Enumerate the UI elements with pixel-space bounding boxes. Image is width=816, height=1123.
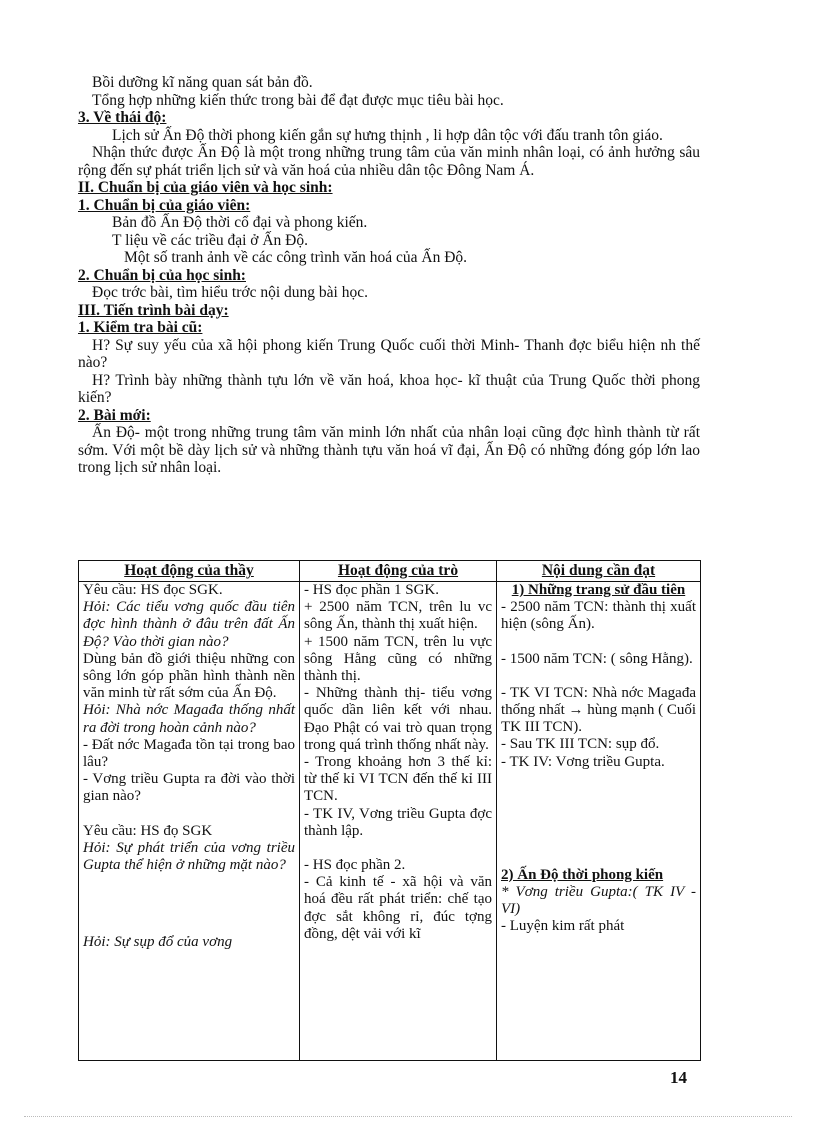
student-response: - Trong khoảng hơn 3 thế kỉ: từ thế kỉ VI TCN đến thế kỉ III TCN. [304, 754, 492, 805]
teacher-question: - Vơng triều Gupta ra đời vào thời gian nào? [83, 771, 295, 805]
content-point: - 1500 năm TCN: ( sông Hằng). [501, 650, 693, 667]
teacher-activity-header: Hoạt động của thầy [79, 561, 300, 582]
intro-line-2: Tổng hợp những kiến thức trong bài để đạt được mục tiêu bài học. [92, 91, 504, 109]
content-point: - 2500 năm TCN: thành thị xuất hiện (sông Ấn). [501, 599, 696, 633]
lesson-activity-table [78, 560, 701, 1061]
teacher-prep-heading: 1. Chuẩn bị của giáo viên: [78, 196, 251, 214]
teacher-prep-item: T liệu về các triều đại ở Ấn Độ. [112, 231, 308, 249]
content-point: - TK IV: Vơng triều Gupta. [501, 753, 665, 770]
student-response: - HS đọc phần 2. [304, 857, 406, 874]
content-cell [497, 582, 701, 1061]
attitude-heading: 3. Về thái độ: [78, 109, 167, 126]
teacher-question: - Đất nớc Magađa tồn tại trong bao lâu? [83, 736, 295, 771]
teacher-instruction: Dùng bản đồ giới thiệu những con sông lớn góp phần hình thành nền văn minh từ rất sớm của Ấn Độ. [83, 650, 295, 702]
student-prep-heading: 2. Chuẩn bị của học sinh: [78, 266, 246, 284]
page-bottom-divider [24, 1116, 792, 1117]
teacher-prep-item: Bản đồ Ấn Độ thời cổ đại và phong kiến. [112, 214, 368, 231]
attitude-paragraph-1: Lịch sử Ấn Độ thời phong kiến gắn sự hưng thịnh , li hợp dân tộc với đấu tranh tôn giáo. [112, 126, 663, 144]
content-point: - Sau TK III TCN: sụp đổ. [501, 736, 660, 753]
student-response: + 2500 năm TCN, trên lu vc sông Ấn, thành thị xuất hiện. [304, 599, 492, 633]
student-response: - HS đọc phần 1 SGK. [304, 582, 439, 598]
student-prep-item: Đọc trớc bài, tìm hiểu trớc nội dung bài học. [92, 284, 368, 301]
content-header: Nội dung cần đạt [497, 561, 701, 582]
prep-heading: II. Chuẩn bị của giáo viên và học sinh: [78, 179, 333, 196]
content-point: - Luyện kim rất phát [501, 918, 625, 935]
new-lesson-heading: 2. Bài mới: [78, 406, 151, 424]
process-heading: III. Tiến trình bài dạy: [78, 301, 229, 319]
student-response: + 1500 năm TCN, trên lu vực sông Hằng cũng có những thành thị. [304, 633, 492, 685]
content-point: * Vơng triều Gupta:( TK IV - VI) [501, 884, 696, 918]
teacher-question: Hỏi: Nhà nớc Magađa thống nhất ra đời trong hoàn cảnh nào? [83, 702, 295, 736]
content-point: - TK VI TCN: Nhà nớc Magađa thống nhất → hùng mạnh ( Cuối TK III TCN). [501, 684, 696, 736]
teacher-prep-item: Một số tranh ảnh về các công trình văn hoá của Ấn Độ. [124, 249, 468, 266]
page-number: 14 [670, 1068, 687, 1087]
student-activity-cell [300, 582, 497, 1061]
intro-line-1: Bồi dưỡng kĩ năng quan sát bản đồ. [92, 74, 313, 91]
teacher-activity-cell [79, 582, 300, 1061]
review-question-1: H? Sự suy yếu của xã hội phong kiến Trung Quốc cuối thời Minh- Thanh đợc biểu hiện nh thế nào? [78, 336, 700, 371]
document-body [78, 74, 700, 477]
student-activity-header: Hoạt động của trò [300, 561, 497, 582]
teacher-instruction: Yêu cầu: HS đọc SGK. [83, 582, 223, 598]
teacher-instruction: Yêu cầu: HS đọ SGK [83, 822, 213, 839]
check-old-lesson-heading: 1. Kiểm tra bài cũ: [78, 319, 203, 336]
student-response: - Những thành thị- tiểu vơng quốc dần liên kết với nhau. Đạo Phật có vai trò quan trọng trong quá trình thống nhất này. [304, 685, 492, 753]
teacher-question: Hỏi: Sự sụp đổ của vơng [83, 934, 233, 951]
student-response: - Cả kinh tế - xã hội và văn hoá đều rất phát triển: chế tạo đợc sắt không rỉ, đúc tợng đồng, dệt vải với kĩ [304, 874, 492, 942]
review-question-2: H? Trình bày những thành tựu lớn về văn hoá, khoa học- kĩ thuật của Trung Quốc thời phong kiến? [78, 371, 700, 406]
section-title: 1) Những trang sử đầu tiên [511, 582, 686, 598]
attitude-paragraph-2: Nhận thức được Ấn Độ là một trong những trung tâm của văn minh nhân loại, có ảnh hưởng sâu rộng đến sự phát triển lịch sử và văn hoá của nhiều dân tộc Đông Nam Á. [78, 144, 700, 179]
teacher-question: Hỏi: Sự phát triển của vơng triều Gupta thể hiện ở những mặt nào? [83, 839, 295, 874]
new-lesson-intro: Ấn Độ- một trong những trung tâm văn minh lớn nhất của nhân loại cũng đợc hình thành từ rất sớm. Với một bề dày lịch sử và những thành tựu văn hoá vĩ đại, Ấn Độ có những đóng góp lớn lao trong lịch sử nhân loại. [78, 424, 700, 476]
student-response: - TK IV, Vơng triều Gupta đợc thành lập. [304, 805, 492, 839]
section-title: 2) Ấn Độ thời phong kiến [501, 866, 664, 883]
teacher-question: Hỏi: Các tiểu vơng quốc đầu tiên đợc hình thành ở đâu trên đất Ấn Độ? Vào thời gian nào? [83, 599, 295, 650]
